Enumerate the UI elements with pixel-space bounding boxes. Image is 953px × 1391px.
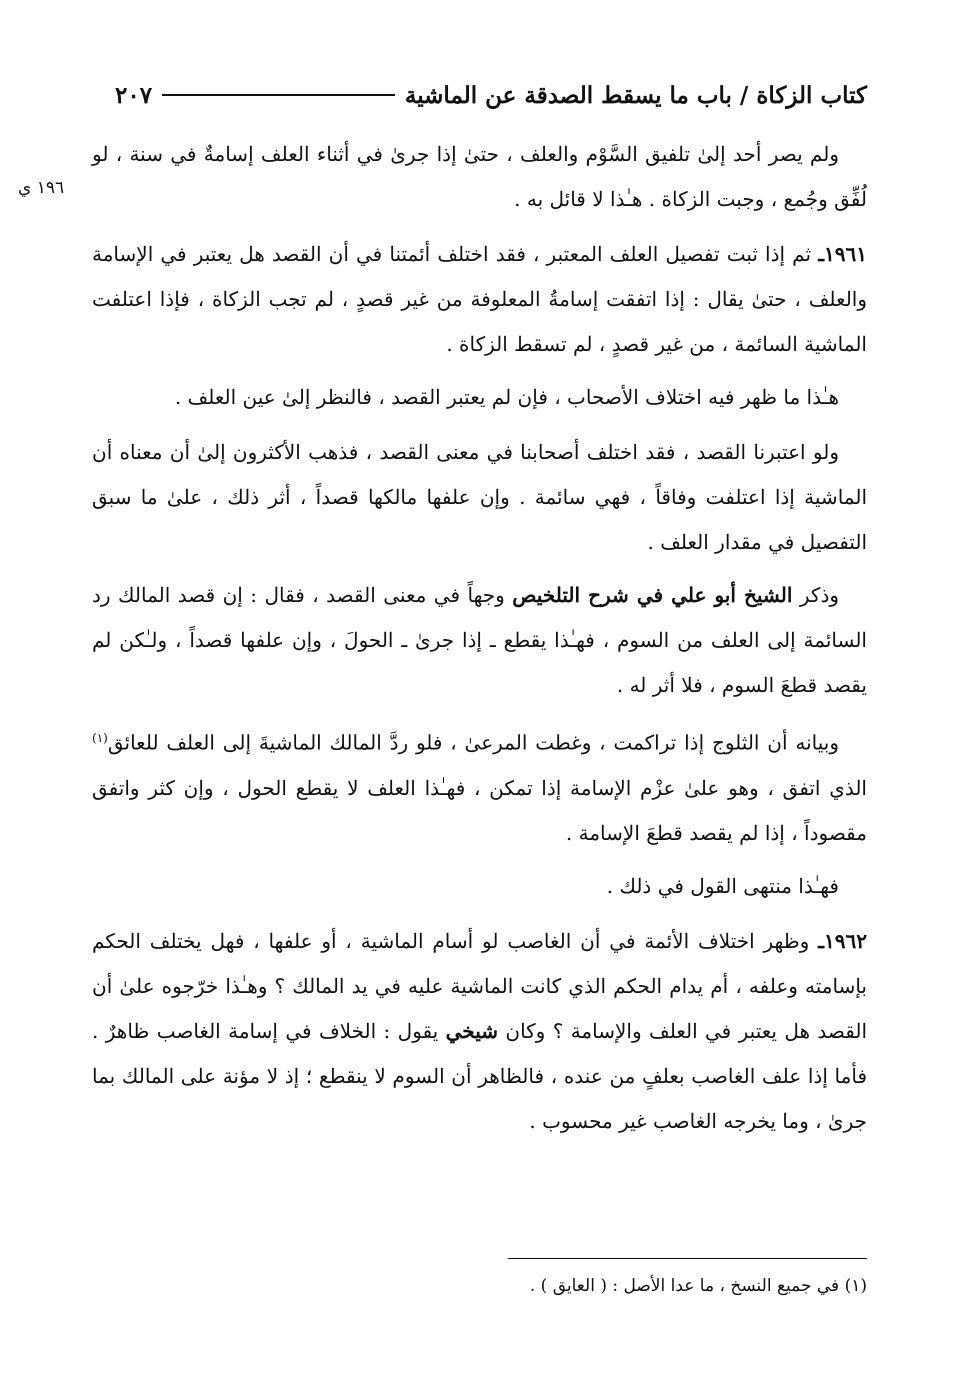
paragraph-1962-text-a: وظهر اختلاف الأئمة في أن الغاصب لو أسام الماشية ، أو علفها ، فهل يختلف الحكم بإسامته وعلفه ، أم يدام الحكم الذي كانت الماشية عليه في يد المالك ؟ وهـٰذا خرّجوه علىٰ أن القصد هل يعتبر في العلف والإسامة ؟ وكان <box>92 928 868 1043</box>
body-text <box>92 132 867 1152</box>
footnote-reference: (١) <box>92 731 108 745</box>
paragraph-5-text: وجهاً في معنى القصد ، فقال : إن قصد المالك رد السائمة إلى العلف من السوم ، فهـٰذا يقطع ـ إذا جرىٰ ـ الحولَ ، وإن علفها قصداً ، ولـٰكن لم يقصد قطعَ السوم ، فلا أثر له . <box>92 583 867 697</box>
cited-author: الشيخ أبو علي في شرح التلخيص <box>512 583 793 607</box>
paragraph-1961-text: ثم إذا ثبت تفصيل العلف المعتبر ، فقد اختلف أئمتنا في أن القصد هل يعتبر في الإسامة والعلف ، حتىٰ يقال : إذا اتفقت إسامةُ المعلوفة من غير قصدٍ ، لم تجب الزكاة ، فإذا اعتلفت الماشية السائمة ، من غير قصدٍ ، لم تسقط الزكاة . <box>92 242 867 356</box>
footnote-separator <box>508 1258 867 1259</box>
paragraph-5 <box>92 573 867 708</box>
margin-note: ١٩٦ ي <box>18 178 65 198</box>
paragraph-6 <box>92 716 867 856</box>
paragraph-4: ولو اعتبرنا القصد ، فقد اختلف أصحابنا في معنى القصد ، فذهب الأكثرون إلىٰ أن معناه أن الماشية إذا اعتلفت وفاقاً ، فهي سائمة . وإن علفها مالكها قصداً ، أثر ذلك ، علىٰ ما سبق التفصيل في مقدار العلف . <box>92 440 868 554</box>
paragraph-5-lead: وذكر <box>799 583 840 607</box>
cited-teacher: شيخي <box>445 1018 498 1043</box>
paragraph-7: فهـٰذا منتهى القول في ذلك . <box>606 873 839 898</box>
chapter-title: كتاب الزكاة / باب ما يسقط الصدقة عن الماشية <box>404 81 867 109</box>
paragraph-1962-text-b: يقول : الخلاف في إسامة الغاصب ظاهرٌ . فأما إذا علف الغاصب بعلفٍ من عنده ، فالظاهر أن السوم لا ينقطع ؛ إذ لا مؤنة على المالك بما جرىٰ ، وما يخرجه الغاصب غير محسوب . <box>92 1018 867 1133</box>
header-rule <box>162 94 395 96</box>
paragraph-6-text-b: الذي اتفق ، وهو علىٰ عزْم الإسامة إذا تمكن ، فهـٰذا العلف لا يقطع الحول ، وإن كثر واتفق مقصوداً ، إذا لم يقصد قطعَ الإسامة . <box>92 775 867 845</box>
paragraph-1: ولم يصر أحد إلىٰ تلفيق السَّوْم والعلف ، حتىٰ إذا جرىٰ في أثناء العلف إسامةٌ في سنة ، لو لُفِّق وجُمع ، وجبت الزكاة . هـٰذا لا قائل به . <box>92 142 867 211</box>
paragraph-1962 <box>92 919 867 1144</box>
paragraph-6-text-a: وبيانه أن الثلوج إذا تراكمت ، وغطت المرعىٰ ، فلو ردَّ المالك الماشيةَ إلى العلف للعائق <box>107 730 839 755</box>
page-number: ٢٠٧ <box>115 81 153 109</box>
footnote: (١) في جميع النسخ ، ما عدا الأصل : ( العايق ) . <box>529 1276 867 1296</box>
section-number-1961: ١٩٦١ـ <box>818 242 868 266</box>
running-header <box>115 74 867 116</box>
paragraph-1961 <box>92 232 867 367</box>
paragraph-3: هـٰذا ما ظهر فيه اختلاف الأصحاب ، فإن لم يعتبر القصد ، فالنظر إلىٰ عين العلف . <box>174 385 839 409</box>
section-number-1962: ١٩٦٢ـ <box>818 928 867 953</box>
